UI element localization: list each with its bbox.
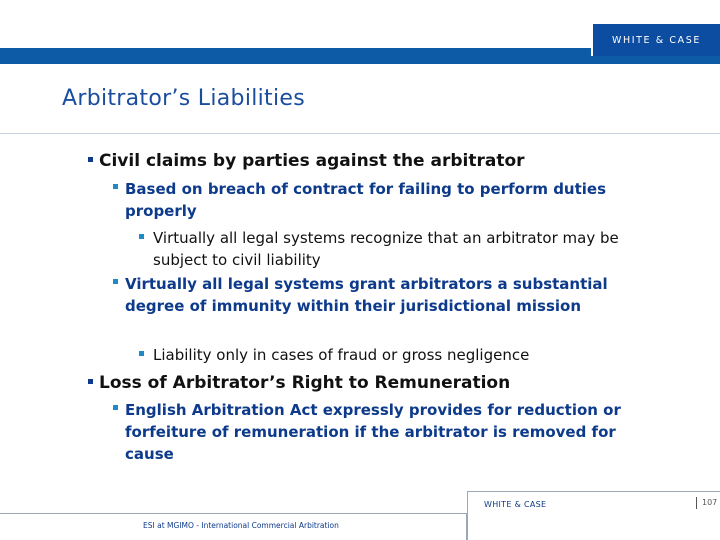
bullet-text: Based on breach of contract for failing to perform duties properly xyxy=(125,180,607,220)
bullet-fraud-negligence xyxy=(139,344,659,366)
bullet-immunity xyxy=(113,273,653,317)
bullet-text: Loss of Arbitrator’s Right to Remuneration xyxy=(99,373,511,393)
bullet-square-icon xyxy=(139,234,144,239)
bullet-breach-of-contract xyxy=(113,178,653,222)
bullet-remuneration xyxy=(88,372,510,394)
bullet-text: Civil claims by parties against the arbitrator xyxy=(99,151,525,171)
bullet-arbitration-act xyxy=(113,399,653,465)
bullet-square-icon xyxy=(88,157,93,162)
bullet-square-icon xyxy=(113,405,118,410)
bullet-text: Liability only in cases of fraud or gross negligence xyxy=(153,346,530,364)
bullet-square-icon xyxy=(113,184,118,189)
bullet-text: English Arbitration Act expressly provides for reduction or forfeiture of remuneration if the arbitrator is removed for cause xyxy=(125,401,621,463)
bullet-square-icon xyxy=(88,379,93,384)
footer-caption: ESI at MGIMO - International Commercial Arbitration xyxy=(143,521,339,530)
brand-logo-text: WHITE & CASE xyxy=(612,34,701,46)
footer-firm-name: WHITE & CASE xyxy=(484,500,547,509)
page-number: 107 xyxy=(702,498,718,507)
bullet-text: Virtually all legal systems grant arbitrators a substantial degree of immunity within their jurisdictional mission xyxy=(125,275,608,315)
page-number-divider xyxy=(696,497,697,509)
footer-brand-box xyxy=(467,491,720,540)
bullet-civil-claims xyxy=(88,150,525,172)
bullet-civil-liability xyxy=(139,227,659,271)
slide-title: Arbitrator’s Liabilities xyxy=(62,86,305,111)
bullet-text: Virtually all legal systems recognize that an arbitrator may be subject to civil liability xyxy=(153,229,619,269)
bullet-square-icon xyxy=(139,351,144,356)
bullet-square-icon xyxy=(113,279,118,284)
